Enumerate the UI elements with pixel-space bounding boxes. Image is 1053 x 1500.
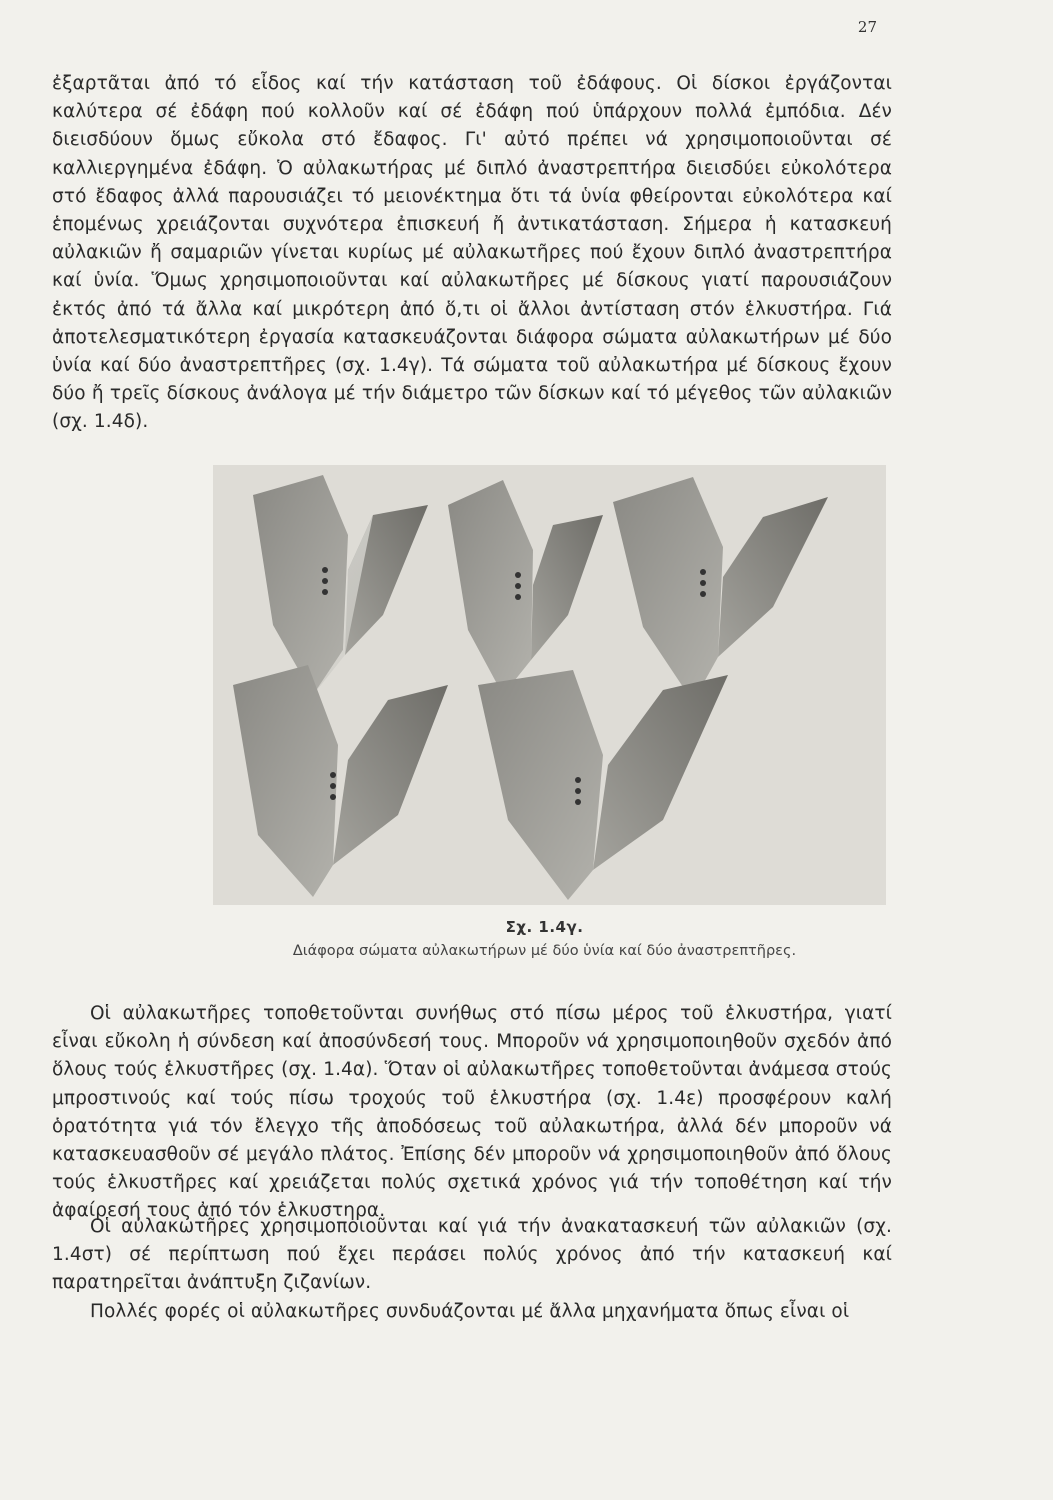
paragraph-1: ἐξαρτᾶται ἀπό τό εἶδος καί τήν κατάσταση τοῦ ἐδάφους. Οἱ δίσκοι ἐργάζονται καλύτερα σέ ἐδάφη πού κολλοῦν καί σέ ἐδάφη πού ὑπάρχουν πολλά ἐμπόδια. Δέν διεισδύουν ὅμως εὔκολα στό ἔδαφος. Γι' αὐτό πρέπει νά χρησιμοποιοῦνται σέ καλλιεργημένα ἐδάφη. Ὁ αὐλακωτήρας μέ διπλό ἀναστρεπτήρα διεισδύει εὐκολότερα στό ἔδαφος ἀλλά παρουσιάζει τό μειονέκτημα ὅτι τά ὑνία φθείρονται εὐκολότερα καί ἑπομένως χρειάζονται συχνότερα ἐπισκευή ἤ ἀντικατάσταση. Σήμερα ἡ κατασκευή αὐλακιῶν ἤ σαμαριῶν γίνεται κυρίως μέ αὐλακωτῆρες πού ἔχουν διπλό ἀναστρεπτήρα καί ὑνία. Ὅμως χρησιμοποιοῦνται καί αὐλακωτῆρες μέ δίσκους γιατί παρουσιάζουν ἐκτός ἀπό τά ἄλλα καί μικρότερη ἀπό ὅ,τι οἱ ἄλλοι ἀντίσταση στόν ἑλκυστήρα. Γιά ἀποτελεσματικότερη ἐργασία κατασκευάζονται διάφορα σώματα αὐλακωτήρων μέ δύο ὑνία καί δύο ἀναστρεπτῆρες (σχ. 1.4γ). Τά σώματα τοῦ αὐλακωτήρα μέ δίσκους ἔχουν δύο ἤ τρεῖς δίσκους ἀνάλογα μέ τήν διάμετρο τῶν δίσκων καί τό μέγεθος τῶν αὐλακιῶν (σχ. 1.4δ). (52, 73, 892, 433)
paragraph-4: Πολλές φορές οἱ αὐλακωτῆρες συνδυάζονται μέ ἄλλα μηχανήματα ὅπως εἶναι οἱ (90, 1301, 850, 1322)
figure-furrower-bodies (213, 465, 886, 905)
figure-number: Σχ. 1.4γ. (505, 918, 584, 936)
page-number: 27 (857, 18, 877, 36)
paragraph-3: Οἱ αὐλακωτῆρες χρησιμοποιοῦνται καί γιά τήν ἀνακατασκευή τῶν αὐλακιῶν (σχ. 1.4στ) σέ περίπτωση πού ἔχει περάσει πολύς χρόνος ἀπό τήν κατασκευή καί παρατηρεῖται ἀνάπτυξη ζιζανίων. (52, 1216, 892, 1294)
furrower-bodies-photo (213, 465, 886, 905)
figure-caption: Διάφορα σώματα αὐλακωτήρων μέ δύο ὑνία καί δύο ἀναστρεπτῆρες. (292, 943, 797, 959)
paragraph-2: Οἱ αὐλακωτῆρες τοποθετοῦνται συνήθως στό πίσω μέρος τοῦ ἑλκυστήρα, γιατί εἶναι εὔκολη ἡ σύνδεση καί ἀποσύνδεσή τους. Μποροῦν νά χρησιμοποιηθοῦν σχεδόν ἀπό ὅλους τούς ἑλκυστῆρες (σχ. 1.4α). Ὅταν οἱ αὐλακωτῆρες τοποθετοῦνται ἀνάμεσα στούς μπροστινούς καί τούς πίσω τροχούς τοῦ ἑλκυστήρα (σχ. 1.4ε) προσφέρουν καλή ὁρατότητα γιά τόν ἔλεγχο τῆς ἀποδόσεως τοῦ αὐλακωτήρα, ἀλλά δέν μποροῦν νά κατασκευασθοῦν σέ μεγάλο πλάτος. Ἐπίσης δέν μποροῦν νά χρησιμοποιηθοῦν ἀπό ὅλους τούς ἑλκυστῆρες καί χρειάζεται πολύς σχετικά χρόνος γιά τήν τοποθέτηση καί τήν ἀφαίρεσή τους ἀπό τόν ἑλκυστηρα. (52, 1003, 892, 1222)
